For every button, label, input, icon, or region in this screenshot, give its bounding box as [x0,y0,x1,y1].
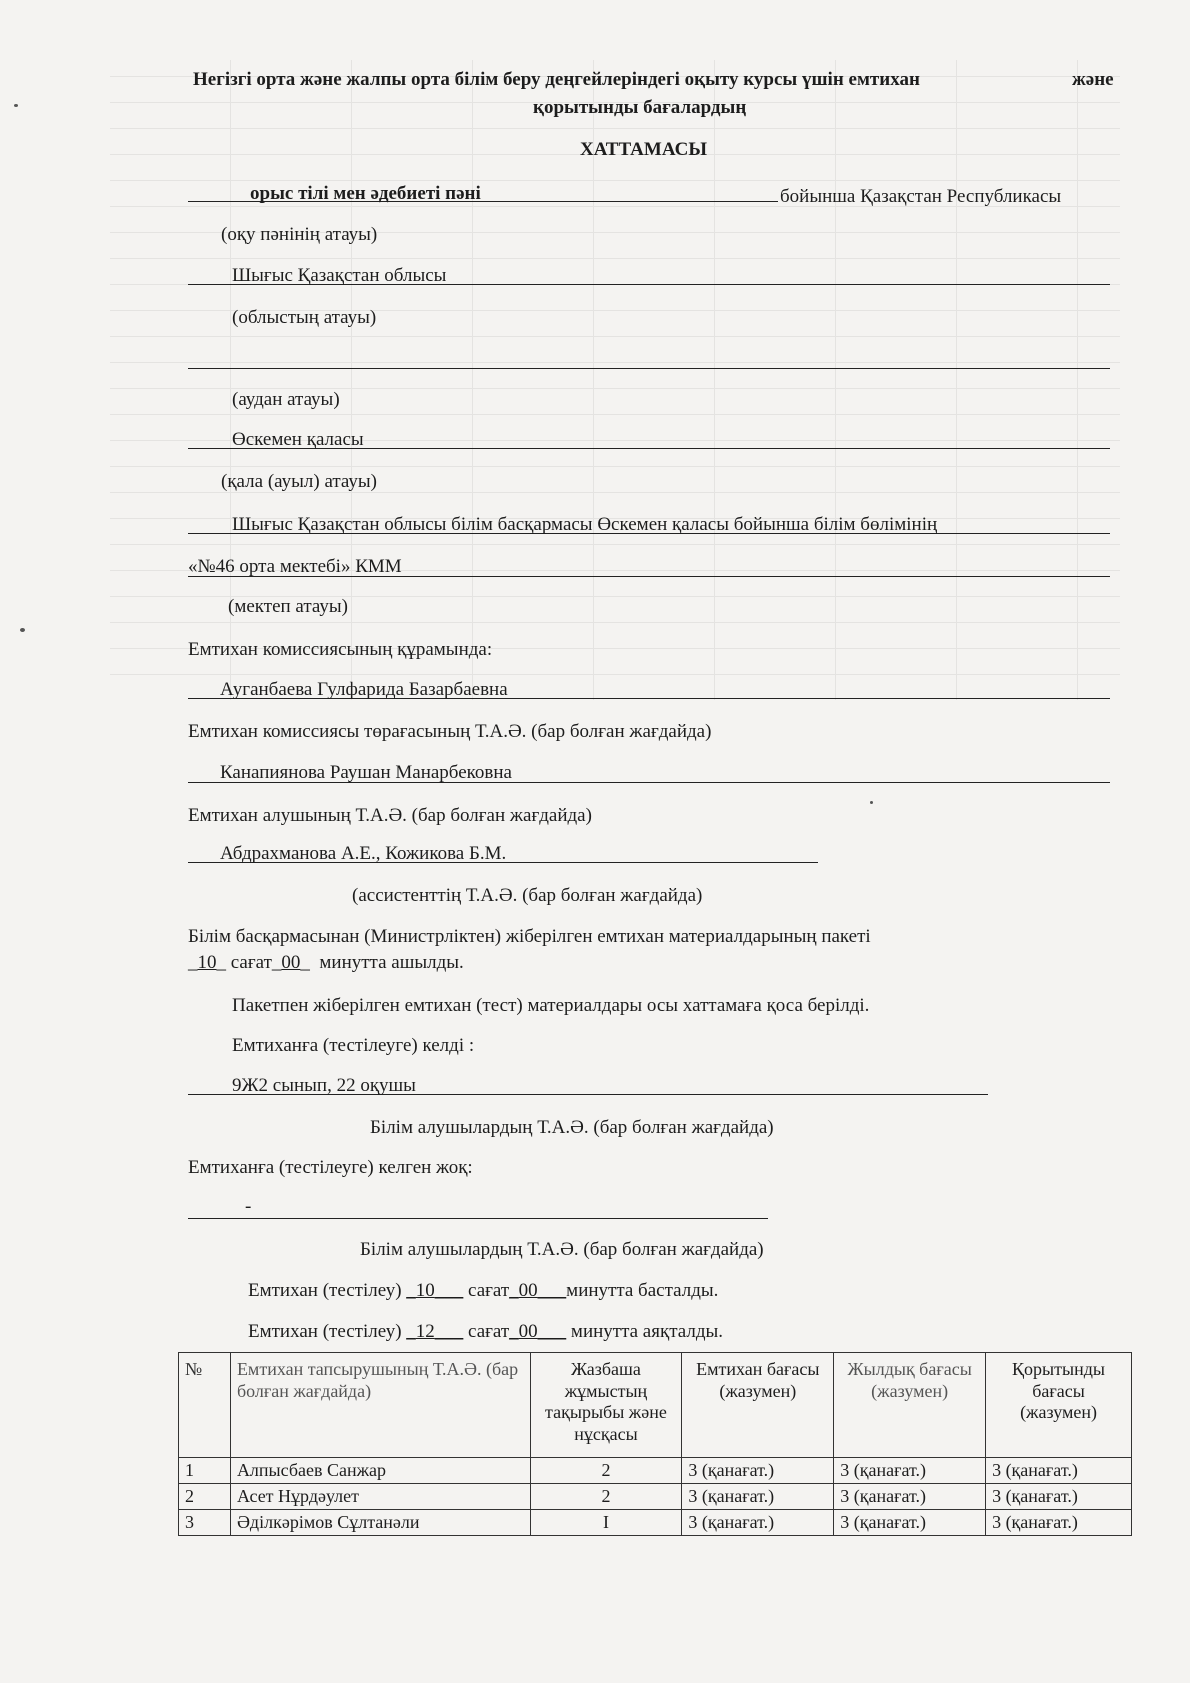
school-caption: (мектеп атауы) [228,596,348,617]
school-line-1: Шығыс Қазақстан облысы білім басқармасы Өскемен қаласы бойынша білім бөлімінің [232,514,938,535]
row-exam-grade: 3 (қанағат.) [682,1484,834,1510]
package-attached: Пакетпен жіберілген емтихан (тест) материалдары осы хаттамаға қоса берілді. [232,995,870,1016]
document-title: ХАТТАМАСЫ [580,139,707,160]
results-table [178,1352,1132,1536]
absent-caption: Білім алушылардың Т.А.Ә. (бар болған жағдайда) [360,1239,764,1260]
absent-underline [188,1218,768,1219]
subject-value: орыс тілі мен әдебиеті пәні [250,183,481,204]
start-prefix: Емтихан (тестілеу) [248,1280,402,1301]
row-exam-grade: 3 (қанағат.) [682,1458,834,1484]
chair-label: Емтихан комиссиясы төрағасының Т.А.Ә. (бар болған жағдайда) [188,721,712,742]
region-caption: (облыстың атауы) [232,307,377,328]
package-hour-word: сағат [230,952,272,973]
header-number: № [179,1353,231,1458]
school-line-2: «№46 орта мектебі» КММ [188,556,402,577]
commission-label: Емтихан комиссиясының құрамында: [188,639,493,660]
chair-name: Канапиянова Раушан Манарбековна [220,762,512,783]
row-variant: I [530,1510,682,1536]
start-minute: 00 [518,1280,538,1301]
end-suffix: минутта аяқталды. [570,1321,724,1342]
assistant-caption: (ассистенттің Т.А.Ә. (бар болған жағдайда) [352,885,703,906]
title-line-1: Негізгі орта және жалпы орта білім беру деңгейлеріндегі оқыту курсы үшін емтихан [193,69,920,90]
header-final-grade: Қорытынды бағасы (жазумен) [986,1353,1132,1458]
header-name: Емтихан тапсырушының Т.А.Ә. (бар болған жағдайда) [230,1353,530,1458]
title-line-2: қорытынды бағалардың [533,97,747,118]
came-value: 9Ж2 сынып, 22 оқушы [232,1075,416,1096]
row-final-grade: 3 (қанағат.) [986,1510,1132,1536]
end-hour: 12 [415,1321,435,1342]
start-hour-word: сағат [468,1280,510,1301]
city-caption: (қала (ауыл) атауы) [221,471,377,492]
scan-speck [20,628,25,632]
scan-speck [14,104,18,107]
package-line-2-end: минутта ашылды. [319,952,464,973]
package-line-1: Білім басқармасынан (Министрліктен) жіберілген емтихан материалдарының пакеті [188,926,871,947]
absent-label: Емтиханға (тестілеуге) келген жоқ: [188,1157,473,1178]
row-number: 3 [179,1510,231,1536]
row-name: Алпысбаев Санжар [230,1458,530,1484]
start-hour: 10 [415,1280,435,1301]
examiner-label: Емтихан алушының Т.А.Ә. (бар болған жағдайда) [188,805,592,826]
package-minute: 00 [281,952,301,973]
start-time-line: Емтихан (тестілеу) _10___ сағат_00___минутта басталды. [248,1280,719,1301]
row-annual-grade: 3 (қанағат.) [834,1484,986,1510]
end-minute: 00 [518,1321,538,1342]
absent-value: - [245,1196,252,1217]
end-time-line: Емтихан (тестілеу) _12___ сағат_00___ минутта аяқталды. [248,1321,724,1342]
district-caption: (аудан атауы) [232,389,340,410]
row-number: 1 [179,1458,231,1484]
row-variant: 2 [530,1458,682,1484]
commission-member: Ауганбаева Гулфарида Базарбаевна [220,679,508,700]
row-annual-grade: 3 (қанағат.) [834,1510,986,1536]
row-name: Асет Нұрдәулет [230,1484,530,1510]
end-hour-word: сағат [468,1321,510,1342]
row-annual-grade: 3 (қанағат.) [834,1458,986,1484]
row-final-grade: 3 (қанағат.) [986,1484,1132,1510]
package-line-2: _10_ сағат_00_ минутта ашылды. [188,952,464,973]
examiner-names: Абдрахманова А.Е., Кожикова Б.М. [220,843,507,864]
subject-caption: (оқу пәнінің атауы) [221,224,378,245]
region-value: Шығыс Қазақстан облысы [232,265,447,286]
row-number: 2 [179,1484,231,1510]
row-name: Әділкәрімов Сұлтанәли [230,1510,530,1536]
title-line-1-end: және [1072,69,1114,90]
came-caption: Білім алушылардың Т.А.Ә. (бар болған жағдайда) [370,1117,774,1138]
header-annual-grade: Жылдық бағасы (жазумен) [834,1353,986,1458]
district-underline [188,368,1110,369]
city-value: Өскемен қаласы [232,429,364,450]
table-row [179,1458,1132,1484]
table-header-row [179,1353,1132,1458]
came-label: Емтиханға (тестілеуге) келді : [232,1035,475,1056]
package-hour: 10 [197,952,217,973]
end-prefix: Емтихан (тестілеу) [248,1321,402,1342]
scan-speck [870,801,873,804]
header-variant: Жазбаша жұмыстың тақырыбы және нұсқасы [530,1353,682,1458]
row-final-grade: 3 (қанағат.) [986,1458,1132,1484]
row-variant: 2 [530,1484,682,1510]
start-suffix: минутта басталды. [566,1280,719,1301]
header-exam-grade: Емтихан бағасы (жазумен) [682,1353,834,1458]
row-exam-grade: 3 (қанағат.) [682,1510,834,1536]
table-row [179,1484,1132,1510]
table-row [179,1510,1132,1536]
subject-suffix: бойынша Қазақстан Республикасы [780,186,1062,207]
